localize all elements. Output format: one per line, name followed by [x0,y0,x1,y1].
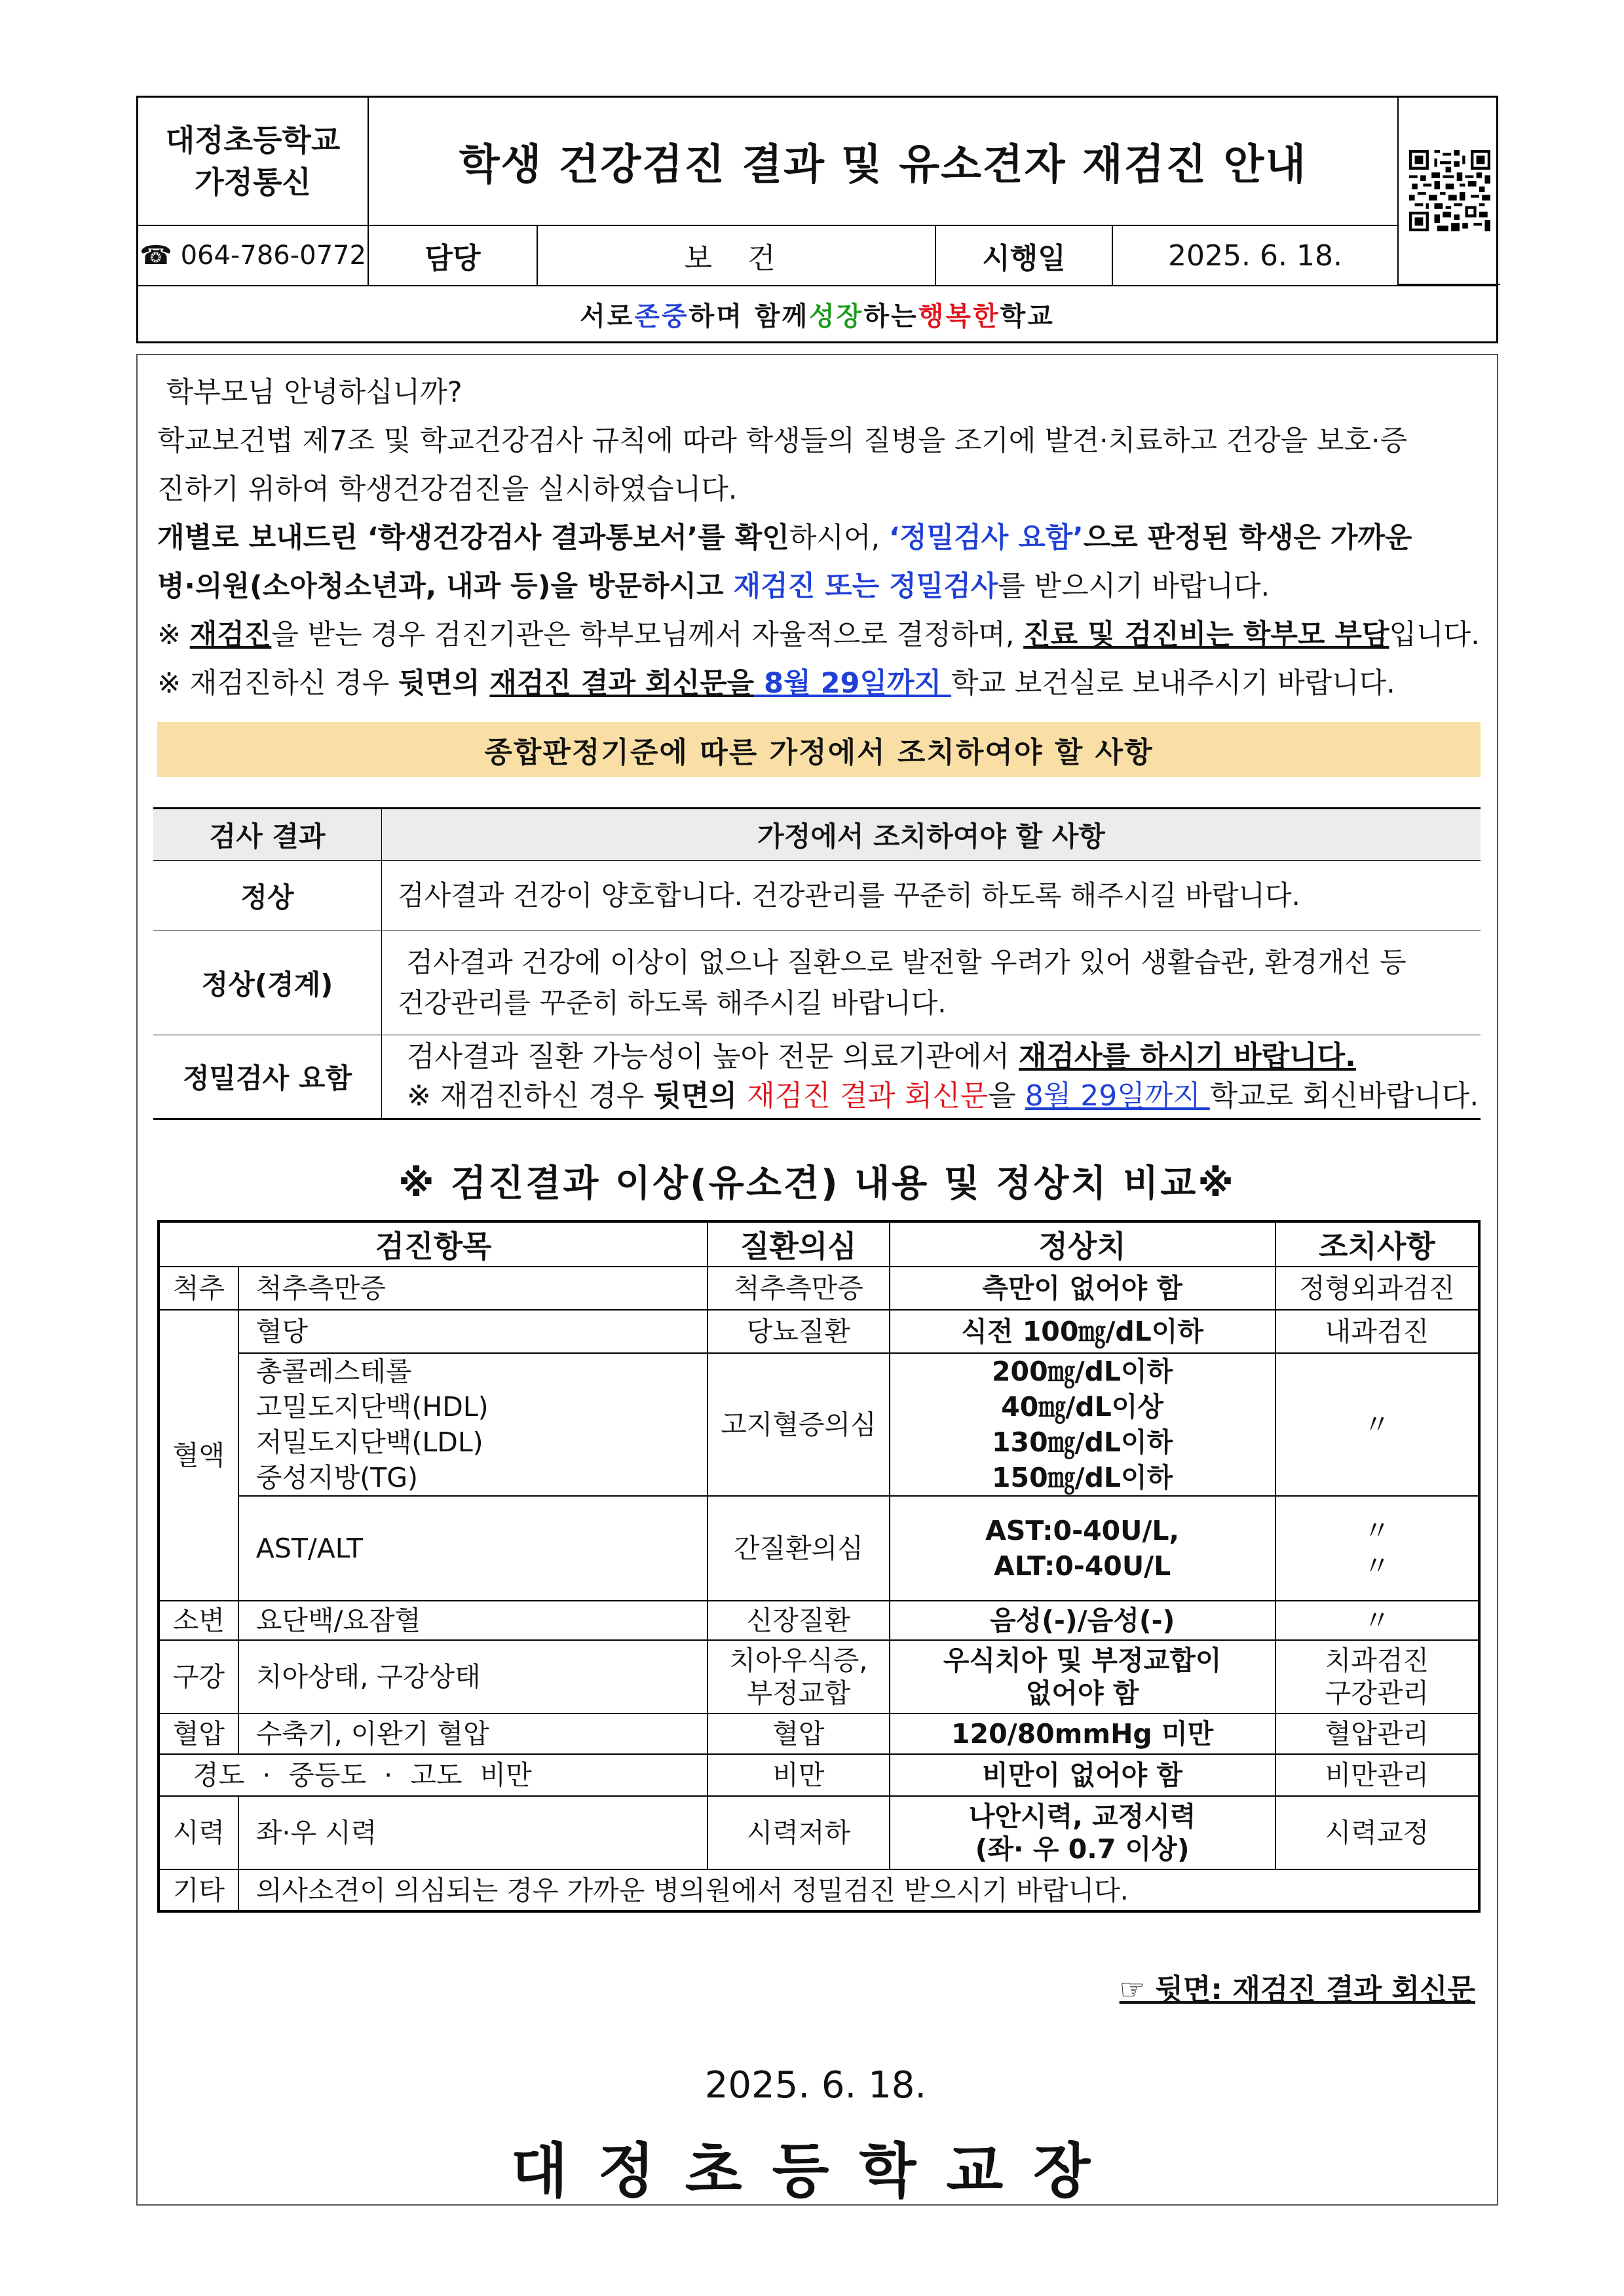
disease-cell: 혈압 [708,1713,889,1754]
school-name-line2: 가정통신 [195,164,311,200]
action-text: 검사결과 건강이 양호합니다. 건강관리를 꾸준히 하도록 해주시길 바랍니다. [382,861,1481,930]
normal-cell: AST:0-40U/L, ALT:0-40U/L [890,1496,1275,1601]
section-banner: 종합판정기준에 따른 가정에서 조치하여야 할 사항 [157,722,1481,777]
action-cell: 〃 〃 [1275,1496,1479,1601]
table-row [153,861,1481,930]
normal-cell: 측만이 없어야 함 [890,1267,1275,1310]
intro-note: ※ 재검진하신 경우 뒷면의 재검진 결과 회신문을 8월 29일까지 학교 보건실로 보내주시기 바랍니다. [157,667,1395,700]
result-label: 정밀검사 요함 [153,1035,382,1119]
item-cell: 치아상태, 구강상태 [238,1640,708,1713]
date-value: 2025. 6. 18. [1168,239,1342,273]
category-cell: 혈압 [159,1713,238,1754]
result-label: 정상(경계) [153,930,382,1035]
normal-cell: 음성(-)/음성(-) [890,1601,1275,1640]
item-cell: 혈당 [238,1310,708,1353]
table-row [159,1353,1479,1496]
motto-growth: 성장 [809,301,864,332]
disease-cell: 치아우식증, 부정교합 [708,1640,889,1713]
document-title: 학생 건강검진 결과 및 유소견자 재검진 안내 [369,98,1397,226]
school-motto [138,285,1496,341]
comparison-table [157,1220,1481,1913]
motto-part: 학교 [1000,301,1055,332]
action-cell: 비만관리 [1275,1754,1479,1796]
comparison-title: ※ 검진결과 이상(유소견) 내용 및 정상치 비교※ [398,1162,1236,1205]
greeting: 학부모님 안녕하십니까? [166,376,463,409]
table-row [159,1796,1479,1869]
normal-cell: 120/80mmHg 미만 [890,1713,1275,1754]
result-label: 정상 [153,861,382,930]
motto-part: 서로 [580,301,635,332]
intro-line: 병·의원(소아청소년과, 내과 등)을 방문하시고 재검진 또는 정밀검사를 받으시기 바랍니다. [157,570,1270,603]
category-cell: 기타 [159,1869,238,1911]
normal-cell: 식전 100㎎/dL이하 [890,1310,1275,1353]
motto-respect: 존중 [634,301,689,332]
phone-number: ☎ 064-786-0772 [138,226,369,285]
intro-line: 진하기 위하여 학생건강검진을 실시하였습니다. [157,473,738,506]
guidance-table [153,807,1481,1120]
table-header-row [153,809,1481,861]
disease-cell: 비만 [708,1754,889,1796]
table-row [159,1310,1479,1353]
intro-note: ※ 재검진을 받는 경우 검진기관은 학부모님께서 자율적으로 결정하며, 진료 및 검진비는 학부모 부담입니다. [157,619,1480,651]
category-cell: 구강 [159,1640,238,1713]
disease-cell: 척추측만증 [708,1267,889,1310]
column-header: 조치사항 [1275,1221,1479,1267]
action-cell: 〃 [1275,1601,1479,1640]
school-name [138,98,369,226]
disease-cell: 고지혈증의심 [708,1353,889,1496]
item-cell: 경도 · 중등도 · 고도 비만 [159,1754,708,1796]
column-header: 검진항목 [159,1221,708,1267]
disease-cell: 간질환의심 [708,1496,889,1601]
category-cell: 시력 [159,1796,238,1869]
table-row [159,1267,1479,1310]
table-row [153,930,1481,1035]
disease-cell: 신장질환 [708,1601,889,1640]
school-name-line1: 대정초등학교 [165,123,341,158]
normal-cell: 200㎎/dL이하 40㎎/dL이상 130㎎/dL이하 150㎎/dL이하 [890,1353,1275,1496]
manager-label: 담당 [369,226,538,285]
intro-line: 개별로 보내드린 ‘학생건강검사 결과통보서’를 확인하시어, ‘정밀검사 요함’으로 판정된 학생은 가까운 [157,522,1412,554]
table-row [159,1869,1479,1911]
principal-signature: 대정초등학교장 [510,2137,1121,2206]
note-cell: 의사소견이 의심되는 경우 가까운 병의원에서 정밀검진 받으시기 바랍니다. [238,1869,1479,1911]
item-cell: 척추측만증 [238,1267,708,1310]
intro-text [157,368,1480,708]
item-cell: 수축기, 이완기 혈압 [238,1713,708,1754]
action-cell: 시력교정 [1275,1796,1479,1869]
action-text: 검사결과 질환 가능성이 높아 전문 의료기관에서 재검사를 하시기 바랍니다. ※ 재검진하신 경우 뒷면의 재검진 결과 회신문을 8월 29일까지 학교로 회신바랍니다. [382,1035,1481,1119]
item-cell: AST/ALT [238,1496,708,1601]
item-cell: 요단백/요잠혈 [238,1601,708,1640]
manager-value: 보 건 [538,226,936,285]
action-cell: 〃 [1275,1353,1479,1496]
table-row [159,1713,1479,1754]
intro-line: 학교보건법 제7조 및 학교건강검사 규칙에 따라 학생들의 질병을 조기에 발견·치료하고 건강을 보호·증 [157,425,1408,457]
date-label: 시행일 [936,226,1113,285]
item-cell: 총콜레스테롤 고밀도지단백(HDL) 저밀도지단백(LDL) 중성지방(TG) [238,1353,708,1496]
category-cell: 척추 [159,1267,238,1310]
action-text: 검사결과 건강에 이상이 없으나 질환으로 발전할 우려가 있어 생활습관, 환경개선 등 건강관리를 꾸준히 하도록 해주시길 바랍니다. [382,930,1481,1035]
column-header: 질환의심 [708,1221,889,1267]
table-row [159,1640,1479,1713]
motto-part: 하는 [863,301,918,332]
table-header-row [159,1221,1479,1267]
footer-date: 2025. 6. 18. [704,2064,927,2107]
category-cell: 혈액 [159,1310,238,1601]
disease-cell: 시력저하 [708,1796,889,1869]
table-row [159,1496,1479,1601]
normal-cell: 비만이 없어야 함 [890,1754,1275,1796]
item-cell: 좌·우 시력 [238,1796,708,1869]
normal-cell: 나안시력, 교정시력 (좌· 우 0.7 이상) [890,1796,1275,1869]
action-cell: 정형외과검진 [1275,1267,1479,1310]
qr-code-icon [1409,150,1490,231]
disease-cell: 당뇨질환 [708,1310,889,1353]
action-cell: 내과검진 [1275,1310,1479,1353]
action-cell: 혈압관리 [1275,1713,1479,1754]
header-table [136,96,1498,343]
category-cell: 소변 [159,1601,238,1640]
normal-cell: 우식치아 및 부정교합이 없어야 함 [890,1640,1275,1713]
table-row [159,1754,1479,1796]
action-cell: 치과검진 구강관리 [1275,1640,1479,1713]
column-header: 정상치 [890,1221,1275,1267]
table-row [153,1035,1481,1119]
column-header: 가정에서 조치하여야 할 사항 [382,809,1481,861]
motto-happy: 행복한 [918,301,1000,332]
table-row [159,1601,1479,1640]
column-header: 검사 결과 [153,809,382,861]
motto-part: 하며 함께 [689,301,810,332]
qr-code[interactable] [1397,98,1500,285]
back-page-note: ☞ 뒷면: 재검진 결과 회신문 [1119,1973,1475,2006]
